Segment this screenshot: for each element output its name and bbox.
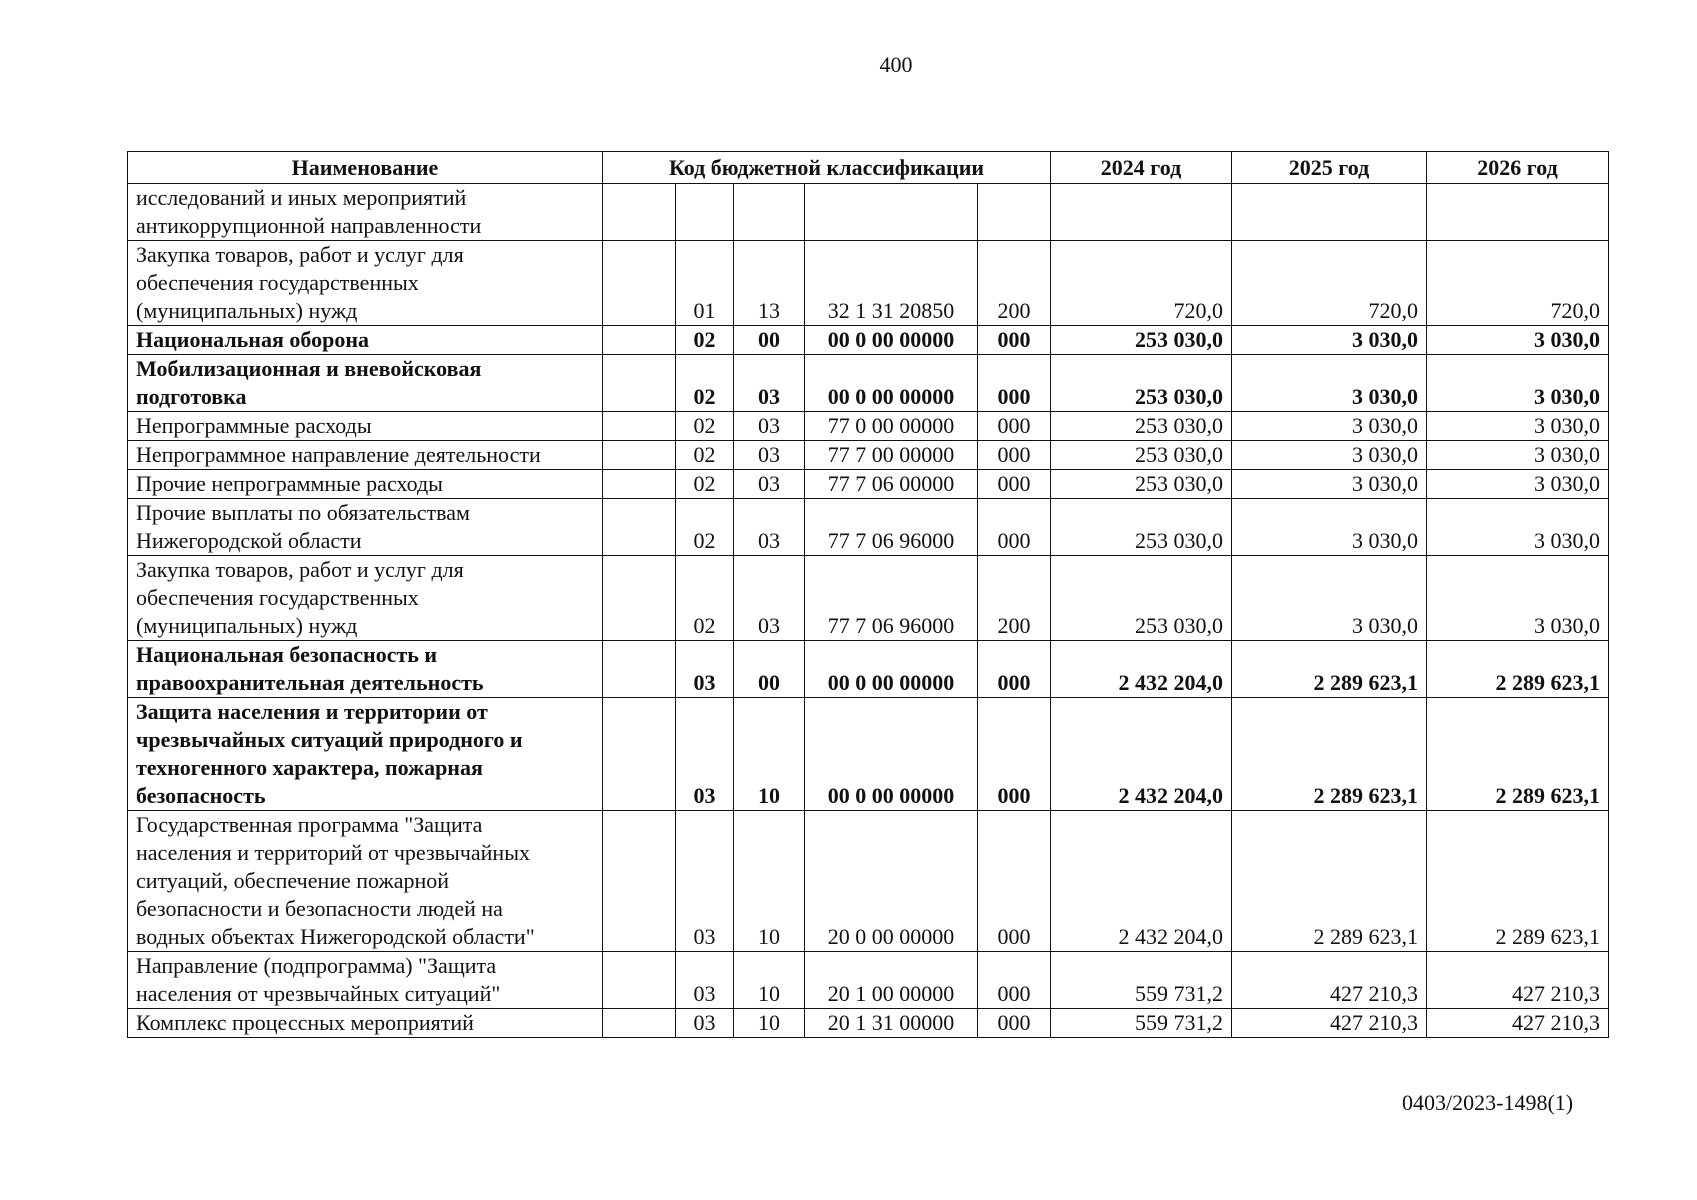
expense-kind-code: 000 bbox=[978, 326, 1051, 355]
row-name-line: Национальная оборона bbox=[136, 327, 370, 352]
amount-2024: 253 030,0 bbox=[1051, 499, 1232, 556]
header-2025: 2025 год bbox=[1232, 152, 1427, 184]
row-name bbox=[128, 441, 603, 470]
amount-2025: 2 289 623,1 bbox=[1232, 811, 1427, 952]
target-code: 32 1 31 20850 bbox=[805, 241, 978, 326]
section-code: 02 bbox=[676, 355, 734, 412]
row-name bbox=[128, 184, 603, 241]
subsection-code: 03 bbox=[734, 556, 805, 641]
row-name-line: Защита населения и территории от bbox=[136, 699, 488, 724]
amount-2024: 2 432 204,0 bbox=[1051, 811, 1232, 952]
amount-2026: 2 289 623,1 bbox=[1427, 698, 1609, 811]
blank-cell bbox=[603, 1009, 676, 1038]
section-code: 02 bbox=[676, 412, 734, 441]
subsection-code: 10 bbox=[734, 1009, 805, 1038]
target-code: 20 1 31 00000 bbox=[805, 1009, 978, 1038]
amount-2025: 3 030,0 bbox=[1232, 499, 1427, 556]
row-name-line: Направление (подпрограмма) "Защита bbox=[136, 953, 497, 978]
page-number: 400 bbox=[879, 52, 913, 77]
subsection-code: 03 bbox=[734, 470, 805, 499]
row-name-line: обеспечения государственных bbox=[136, 585, 419, 610]
expense-kind-code bbox=[978, 184, 1051, 241]
amount-2025: 2 289 623,1 bbox=[1232, 698, 1427, 811]
blank-cell bbox=[603, 241, 676, 326]
section-code: 03 bbox=[676, 641, 734, 698]
section-code: 03 bbox=[676, 1009, 734, 1038]
subsection-code: 00 bbox=[734, 326, 805, 355]
row-name bbox=[128, 241, 603, 326]
amount-2024: 253 030,0 bbox=[1051, 470, 1232, 499]
blank-cell bbox=[603, 326, 676, 355]
row-name bbox=[128, 952, 603, 1009]
row-name-line: населения от чрезвычайных ситуаций" bbox=[136, 981, 501, 1006]
amount-2026: 3 030,0 bbox=[1427, 556, 1609, 641]
row-name-line: Прочие непрограммные расходы bbox=[136, 471, 443, 496]
amount-2024: 559 731,2 bbox=[1051, 952, 1232, 1009]
section-code: 02 bbox=[676, 499, 734, 556]
section-code: 01 bbox=[676, 241, 734, 326]
target-code: 20 1 00 00000 bbox=[805, 952, 978, 1009]
amount-2026 bbox=[1427, 184, 1609, 241]
row-name-line: Нижегородской области bbox=[136, 528, 362, 553]
amount-2026: 427 210,3 bbox=[1427, 1009, 1609, 1038]
table-row bbox=[128, 412, 1609, 441]
row-name-line: чрезвычайных ситуаций природного и bbox=[136, 727, 523, 752]
row-name-line: (муниципальных) нужд bbox=[136, 613, 358, 638]
amount-2025: 3 030,0 bbox=[1232, 441, 1427, 470]
amount-2026: 3 030,0 bbox=[1427, 326, 1609, 355]
blank-cell bbox=[603, 641, 676, 698]
row-name-line: населения и территорий от чрезвычайных bbox=[136, 840, 530, 865]
expense-kind-code: 000 bbox=[978, 355, 1051, 412]
table-row bbox=[128, 811, 1609, 952]
amount-2024: 253 030,0 bbox=[1051, 355, 1232, 412]
expense-kind-code: 200 bbox=[978, 556, 1051, 641]
row-name-line: антикоррупционной направленности bbox=[136, 213, 482, 238]
subsection-code: 03 bbox=[734, 441, 805, 470]
amount-2024: 253 030,0 bbox=[1051, 326, 1232, 355]
amount-2026: 720,0 bbox=[1427, 241, 1609, 326]
row-name-line: техногенного характера, пожарная bbox=[136, 755, 483, 780]
row-name bbox=[128, 1009, 603, 1038]
target-code: 77 7 06 00000 bbox=[805, 470, 978, 499]
row-name bbox=[128, 412, 603, 441]
table-row bbox=[128, 698, 1609, 811]
table-row bbox=[128, 556, 1609, 641]
row-name-line: Национальная безопасность и bbox=[136, 642, 438, 667]
expense-kind-code: 000 bbox=[978, 441, 1051, 470]
section-code: 02 bbox=[676, 556, 734, 641]
row-name bbox=[128, 698, 603, 811]
subsection-code: 03 bbox=[734, 355, 805, 412]
subsection-code bbox=[734, 184, 805, 241]
amount-2024: 253 030,0 bbox=[1051, 441, 1232, 470]
subsection-code: 00 bbox=[734, 641, 805, 698]
blank-cell bbox=[603, 811, 676, 952]
table-body bbox=[128, 184, 1609, 1038]
amount-2026: 3 030,0 bbox=[1427, 412, 1609, 441]
table-row bbox=[128, 326, 1609, 355]
amount-2025: 3 030,0 bbox=[1232, 326, 1427, 355]
blank-cell bbox=[603, 499, 676, 556]
target-code: 77 7 06 96000 bbox=[805, 499, 978, 556]
section-code: 02 bbox=[676, 470, 734, 499]
header-code: Код бюджетной классификации bbox=[603, 152, 1051, 184]
row-name-line: исследований и иных мероприятий bbox=[136, 185, 467, 210]
amount-2025: 427 210,3 bbox=[1232, 952, 1427, 1009]
amount-2026: 3 030,0 bbox=[1427, 499, 1609, 556]
document-code: 0403/2023-1498(1) bbox=[1402, 1090, 1574, 1115]
blank-cell bbox=[603, 355, 676, 412]
table-row bbox=[128, 470, 1609, 499]
section-code: 02 bbox=[676, 326, 734, 355]
target-code: 77 0 00 00000 bbox=[805, 412, 978, 441]
amount-2024 bbox=[1051, 184, 1232, 241]
table-row bbox=[128, 952, 1609, 1009]
table-row bbox=[128, 641, 1609, 698]
expense-kind-code: 000 bbox=[978, 499, 1051, 556]
amount-2025: 3 030,0 bbox=[1232, 556, 1427, 641]
amount-2026: 3 030,0 bbox=[1427, 441, 1609, 470]
row-name-line: (муниципальных) нужд bbox=[136, 298, 358, 323]
budget-table bbox=[127, 151, 1609, 1038]
blank-cell bbox=[603, 470, 676, 499]
expense-kind-code: 000 bbox=[978, 470, 1051, 499]
expense-kind-code: 200 bbox=[978, 241, 1051, 326]
amount-2026: 2 289 623,1 bbox=[1427, 811, 1609, 952]
target-code: 00 0 00 00000 bbox=[805, 641, 978, 698]
amount-2025: 427 210,3 bbox=[1232, 1009, 1427, 1038]
subsection-code: 10 bbox=[734, 952, 805, 1009]
table-row bbox=[128, 355, 1609, 412]
target-code: 20 0 00 00000 bbox=[805, 811, 978, 952]
row-name-line: Комплекс процессных мероприятий bbox=[136, 1010, 474, 1035]
subsection-code: 03 bbox=[734, 412, 805, 441]
expense-kind-code: 000 bbox=[978, 952, 1051, 1009]
expense-kind-code: 000 bbox=[978, 698, 1051, 811]
amount-2024: 253 030,0 bbox=[1051, 412, 1232, 441]
amount-2025: 2 289 623,1 bbox=[1232, 641, 1427, 698]
subsection-code: 10 bbox=[734, 811, 805, 952]
row-name bbox=[128, 556, 603, 641]
row-name bbox=[128, 326, 603, 355]
amount-2025: 3 030,0 bbox=[1232, 355, 1427, 412]
blank-cell bbox=[603, 698, 676, 811]
row-name bbox=[128, 499, 603, 556]
row-name-line: Мобилизационная и вневойсковая bbox=[136, 356, 482, 381]
row-name bbox=[128, 470, 603, 499]
header-2026: 2026 год bbox=[1427, 152, 1609, 184]
row-name-line: безопасности и безопасности людей на bbox=[136, 896, 503, 921]
table-row bbox=[128, 241, 1609, 326]
amount-2024: 559 731,2 bbox=[1051, 1009, 1232, 1038]
amount-2026: 427 210,3 bbox=[1427, 952, 1609, 1009]
row-name-line: Непрограммные расходы bbox=[136, 413, 372, 438]
amount-2025: 3 030,0 bbox=[1232, 470, 1427, 499]
expense-kind-code: 000 bbox=[978, 412, 1051, 441]
row-name bbox=[128, 641, 603, 698]
row-name-line: Закупка товаров, работ и услуг для bbox=[136, 242, 464, 267]
row-name bbox=[128, 355, 603, 412]
amount-2026: 3 030,0 bbox=[1427, 355, 1609, 412]
amount-2025 bbox=[1232, 184, 1427, 241]
section-code: 03 bbox=[676, 811, 734, 952]
row-name-line: правоохранительная деятельность bbox=[136, 670, 484, 695]
row-name-line: обеспечения государственных bbox=[136, 270, 419, 295]
row-name-line: водных объектах Нижегородской области" bbox=[136, 924, 535, 949]
row-name-line: Прочие выплаты по обязательствам bbox=[136, 500, 470, 525]
amount-2024: 2 432 204,0 bbox=[1051, 698, 1232, 811]
row-name-line: безопасность bbox=[136, 783, 266, 808]
amount-2026: 2 289 623,1 bbox=[1427, 641, 1609, 698]
row-name-line: Государственная программа "Защита bbox=[136, 812, 483, 837]
blank-cell bbox=[603, 952, 676, 1009]
table-header-row bbox=[128, 152, 1609, 184]
amount-2026: 3 030,0 bbox=[1427, 470, 1609, 499]
amount-2025: 720,0 bbox=[1232, 241, 1427, 326]
table-row bbox=[128, 1009, 1609, 1038]
target-code: 00 0 00 00000 bbox=[805, 326, 978, 355]
target-code: 77 7 06 96000 bbox=[805, 556, 978, 641]
blank-cell bbox=[603, 556, 676, 641]
row-name bbox=[128, 811, 603, 952]
target-code: 77 7 00 00000 bbox=[805, 441, 978, 470]
header-name: Наименование bbox=[128, 152, 603, 184]
section-code: 03 bbox=[676, 698, 734, 811]
amount-2024: 2 432 204,0 bbox=[1051, 641, 1232, 698]
expense-kind-code: 000 bbox=[978, 1009, 1051, 1038]
header-2024: 2024 год bbox=[1051, 152, 1232, 184]
blank-cell bbox=[603, 441, 676, 470]
amount-2024: 253 030,0 bbox=[1051, 556, 1232, 641]
row-name-line: Непрограммное направление деятельности bbox=[136, 442, 541, 467]
subsection-code: 13 bbox=[734, 241, 805, 326]
row-name-line: Закупка товаров, работ и услуг для bbox=[136, 557, 464, 582]
target-code: 00 0 00 00000 bbox=[805, 355, 978, 412]
row-name-line: подготовка bbox=[136, 384, 247, 409]
target-code: 00 0 00 00000 bbox=[805, 698, 978, 811]
amount-2024: 720,0 bbox=[1051, 241, 1232, 326]
target-code bbox=[805, 184, 978, 241]
row-name-line: ситуаций, обеспечение пожарной bbox=[136, 868, 450, 893]
section-code bbox=[676, 184, 734, 241]
amount-2025: 3 030,0 bbox=[1232, 412, 1427, 441]
subsection-code: 10 bbox=[734, 698, 805, 811]
table-row bbox=[128, 184, 1609, 241]
expense-kind-code: 000 bbox=[978, 641, 1051, 698]
blank-cell bbox=[603, 412, 676, 441]
table-row bbox=[128, 499, 1609, 556]
expense-kind-code: 000 bbox=[978, 811, 1051, 952]
blank-cell bbox=[603, 184, 676, 241]
table-row bbox=[128, 441, 1609, 470]
section-code: 03 bbox=[676, 952, 734, 1009]
subsection-code: 03 bbox=[734, 499, 805, 556]
section-code: 02 bbox=[676, 441, 734, 470]
